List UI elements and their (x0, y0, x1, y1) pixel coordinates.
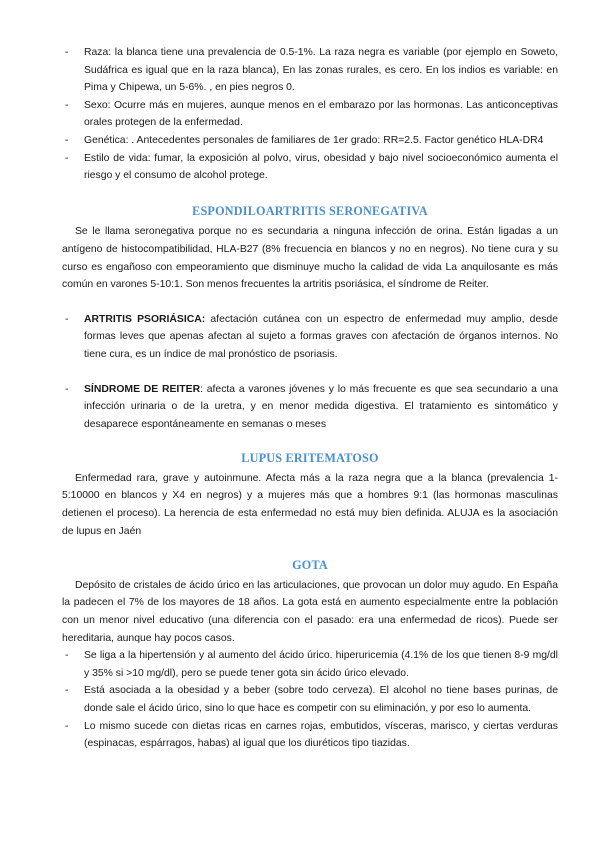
bullet-text: Está asociada a la obesidad y a beber (sobre todo cerveza). El alcohol no tiene bases purinas, de donde sale el ácido úrico, sino lo que hace es competir con su eliminación, y por eso lo aumenta. (84, 685, 558, 714)
espondiloartritis-heading: ESPONDILOARTRITIS SERONEGATIVA (192, 203, 428, 218)
list-item (62, 44, 558, 97)
espondiloartritis-bullet-list (62, 311, 558, 364)
list-item (62, 132, 558, 150)
list-item (62, 682, 558, 717)
bullet-text: Sexo: Ocurre más en mujeres, aunque menos en el embarazo por las hormonas. Las anticonceptivas orales protegen de la enfermedad. (84, 99, 558, 129)
reiter-bullet-list (62, 381, 558, 434)
bullet-dash: - (65, 47, 69, 58)
bullet-text: Genética: . Antecedentes personales de familiares de 1er grado: RR=2.5. Factor genético HLA-DR4 (84, 134, 544, 146)
document-page (62, 44, 558, 753)
bullet-dash: - (65, 99, 69, 111)
bullet-text: Se liga a la hipertensión y al aumento del ácido úrico. hiperuricemia (4.1% de los que tienen 8-9 mg/dl y 35% si >10 mg/dl), pero se puede tener gota sin ácido úrico elevado. (84, 650, 558, 679)
list-item (62, 647, 558, 682)
intro-bullet-list (62, 44, 558, 185)
bullet-dash: - (65, 720, 69, 732)
bullet-dash: - (65, 152, 69, 164)
gota-bullet-list (62, 647, 558, 753)
list-item (62, 381, 558, 434)
list-item (62, 718, 558, 753)
bullet-dash: - (65, 383, 69, 395)
bullet-dash: - (65, 313, 69, 325)
sindrome-reiter-term: SÍNDROME DE REITER (84, 383, 201, 395)
gota-heading: GOTA (292, 558, 328, 573)
list-item (62, 97, 558, 132)
bullet-dash: - (65, 685, 69, 697)
espondiloartritis-paragraph: Se le llama seronegativa porque no es secundaria a ninguna infección de orina. Están ligadas a un antígeno de histocompatibilidad, HLA-B27 (8% frecuencia en blancos y no en negros). No tiene cura y su curso es engañoso con empeoramiento que disminuye mucho la calidad de vida La anquilosante es más común en varones 5-10:1. Son menos frecuentes la artritis psoriásica, el síndrome de Reiter. (62, 226, 558, 291)
list-item (62, 311, 558, 364)
artritis-psoriasica-text: afectación cutánea con un espectro de enfermedad muy amplio, desde formas leves que apenas afectan al sujeto a formas graves con afectación de órganos internos. No tiene cura, es un índice de mal pronóstico de psoriasis. (84, 313, 558, 360)
bullet-text: Raza: la blanca tiene una prevalencia de 0.5-1%. La raza negra es variable (por ejemplo en Soweto, Sudáfrica es igual que en la raza blanca), En las zonas rurales, es cero. En los indios es variable: en Pima y Chipewa, un 5-6%. , en pies negros 0. (84, 47, 558, 94)
gota-paragraph: Depósito de cristales de ácido úrico en las articulaciones, que provocan un dolor muy agudo. En España la padecen el 7% de los mayores de 18 años. La gota está en aumento especialmente entre la población con un menor nivel educativo (una diferencia con el pasado: era una enfermedad de ricos). Puede ser hereditaria, aunque hay pocos casos. (62, 579, 558, 644)
artritis-psoriasica-term: ARTRITIS PSORIÁSICA: (84, 313, 206, 325)
lupus-heading: LUPUS ERITEMATOSO (241, 451, 379, 466)
list-item (62, 150, 558, 185)
sindrome-reiter-text: : afecta a varones jóvenes y lo más frecuente es que sea secundario a una infección urinaria o de la uretra, y en menor medida digestiva. El tratamiento es sintomático y desaparece espontáneamente en semanas o meses (84, 383, 558, 430)
bullet-text: Estilo de vida: fumar, la exposición al polvo, virus, obesidad y bajo nivel socioeconómico aumenta el riesgo y el consumo de alcohol protege. (84, 152, 558, 182)
bullet-text: Lo mismo sucede con dietas ricas en carnes rojas, embutidos, vísceras, marisco, y ciertas verduras (espinacas, espárragos, habas) al igual que los diuréticos tipo tiazidas. (84, 720, 558, 750)
lupus-paragraph: Enfermedad rara, grave y autoinmune. Afecta más a la raza negra que a la blanca (prevalencia 1-5:10000 en blancos y X4 en negros) y a mujeres más que a hombres 9:1 (las hormonas masculinas detienen el proceso). La herencia de esta enfermedad no está muy bien definida. ALUJA es la asociación de lupus en Jaén (62, 472, 558, 537)
bullet-dash: - (65, 650, 69, 662)
bullet-dash: - (65, 134, 69, 146)
